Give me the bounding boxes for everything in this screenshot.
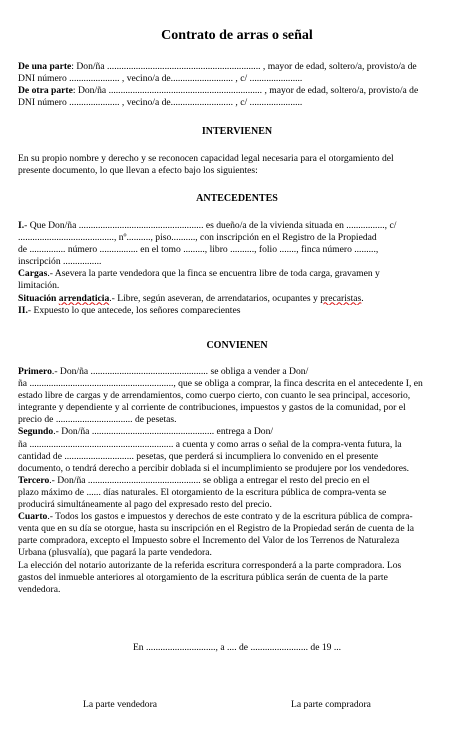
antecedente-ii-lead: II.	[18, 304, 28, 316]
situacion-line	[18, 293, 458, 305]
segundo-lead: Segundo	[18, 426, 54, 438]
primero-line: precio de ................................ de pesetas.	[18, 414, 177, 426]
antecedente-i-text: - Que Don/ña .................................................... es dueño/a de la vivienda situada en ................, c/	[24, 220, 397, 231]
final-paragraph-line: vendedora.	[18, 583, 61, 595]
segundo-line: documento, o tendrá derecho a percibir doblada si el incumplimiento se produjere por los vendedores.	[18, 462, 410, 474]
antecedente-i-lead: I.	[18, 220, 25, 231]
situacion-text: .- Libre, según aseveran, de arrendatarios, ocupantes y	[109, 292, 321, 304]
cargas-lead: Cargas	[18, 268, 48, 280]
date-line: En ............................., a .... de ........................ de 19 ...	[132, 642, 342, 653]
intervienen-paragraph	[18, 153, 458, 177]
party-1-line-1	[18, 61, 458, 73]
segundo-line: cantidad de ............................. pesetas, que perderá si incumpliera lo convenido en el presente	[18, 450, 379, 462]
party-2-text: : Don/ña ................................................................ , mayor de edad, soltero/a, provisto/a de	[72, 85, 419, 97]
antecedente-ii-line	[18, 305, 458, 317]
signature-buyer-label: La parte compradora	[291, 699, 371, 710]
convienen-heading: CONVIENEN	[206, 340, 268, 351]
party-2-line-1	[18, 85, 458, 97]
situacion-lead-misspelled: arrendaticia	[58, 292, 110, 304]
segundo-line-1	[18, 426, 458, 438]
party-2-lead: De otra parte	[18, 85, 73, 97]
cargas-line: limitación.	[18, 280, 60, 292]
signature-seller-label: La parte vendedora	[83, 699, 158, 710]
intervienen-line: En su propio nombre y derecho y se reconocen capacidad legal necesaria para el otorgamiento del	[18, 153, 394, 164]
cuarto-line: venta que en su día se otorgue, hasta su inscripción en el Registro de la Propiedad serán de cuenta de la	[18, 523, 414, 535]
primero-line-1	[18, 366, 458, 378]
cuarto-line: Urbana (plusvalía), que pagará la parte vendedora.	[18, 547, 212, 559]
intervienen-line: presente documento, lo que llevan a efecto bajo los siguientes:	[18, 165, 258, 177]
convienen-section	[18, 366, 458, 596]
cuarto-line: parte compradora, excepto el Impuesto sobre el Incremento del Valor de los Terrenos de Naturaleza	[18, 535, 400, 547]
antecedentes-heading: ANTECEDENTES	[196, 193, 278, 204]
primero-line: integrante y dependiente y al corriente de contribuciones, impuestos y gastos de la comunidad, por el	[18, 402, 406, 414]
antecedente-ii-text: - Expuesto lo que antecede, los señores comparecientes	[27, 304, 241, 316]
tercero-line: plazo máximo de ...... días naturales. El otorgamiento de la escritura pública de compra-venta se	[18, 486, 387, 498]
final-paragraph-line: La elección del notario autorizante de la referida escritura corresponderá a la parte compradora. Los	[18, 559, 402, 571]
document-title: Contrato de arras o señal	[161, 28, 313, 43]
cuarto-text: .- Todos los gastos e impuestos y derechos de este contrato y de la escritura pública de compra-	[47, 511, 413, 523]
antecedente-i-line-1	[18, 220, 458, 232]
final-paragraph-line: gastos del inmueble anteriores al otorgamiento de la escritura pública serán de cuenta de la parte	[18, 571, 388, 583]
segundo-text: .- Don/ña ................................................... entrega a Don/	[53, 426, 274, 438]
tercero-text: .- Don/ña ............................................... se obliga a entregar el resto del precio en el	[49, 474, 370, 486]
antecedente-i-line: de ............... número ................ en el tomo ........., libro .........., folio ......., finca número .........,	[18, 244, 379, 256]
primero-line: estado libre de cargas y de arrendamientos, como cuerpo cierto, con cuanto le sea principal, accesorio,	[18, 390, 411, 402]
parties-section	[18, 61, 458, 109]
primero-text: .- Don/ña ................................................. se obliga a vender a Don/	[51, 366, 309, 377]
situacion-lead: Situación	[18, 292, 57, 304]
situacion-misspelled-word: precaristas	[320, 292, 362, 304]
party-1-line-2: DNI número ..................... , vecino/a de.......................... , c/ ......................	[18, 73, 303, 85]
cargas-text: .- Asevera la parte vendedora que la finca se encuentra libre de toda carga, gravamen y	[47, 268, 380, 280]
party-2-line-2: DNI número ..................... , vecino/a de.......................... , c/ ......................	[18, 97, 303, 109]
primero-line: ña ............................................................, que se obliga a comprar, la finca descrita en el antecedente I, en	[18, 378, 423, 390]
tercero-lead: Tercero	[18, 474, 50, 486]
tercero-line-1	[18, 475, 458, 487]
tercero-line: producirá simultáneamente al pago del expresado resto del precio.	[18, 499, 272, 511]
intervienen-heading: INTERVIENEN	[201, 126, 273, 137]
party-1-text: : Don/ña ................................................................ , mayor de edad, soltero/a, provisto/a de	[71, 61, 417, 72]
antecedente-i-line: ........................................, nº.........., piso.........., con inscripción en el Registro de la Propiedad	[18, 232, 377, 244]
party-1-lead: De una parte	[18, 61, 72, 72]
antecedente-i-line: inscripción ................	[18, 256, 102, 268]
cargas-line-1	[18, 268, 458, 280]
cuarto-line-1	[18, 511, 458, 523]
primero-lead: Primero	[18, 366, 52, 377]
segundo-line: ña ............................................................ a cuenta y como arras o señal de la compra-venta futura, la	[18, 438, 402, 450]
antecedentes-section	[18, 220, 458, 317]
cuarto-lead: Cuarto	[18, 511, 48, 523]
situacion-text-end: .	[361, 292, 364, 304]
